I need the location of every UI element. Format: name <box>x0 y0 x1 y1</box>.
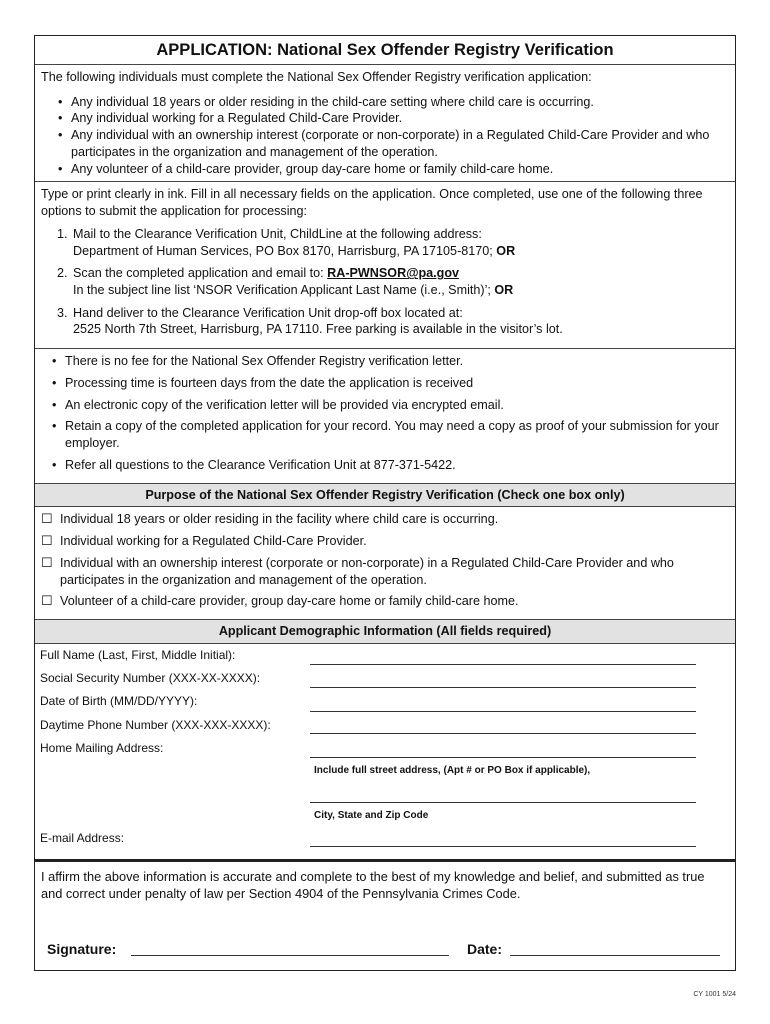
purpose-option-volunteer <box>41 593 729 610</box>
list-item: • An electronic copy of the verification letter will be provided via encrypted email. <box>51 397 729 414</box>
list-item: • Refer all questions to the Clearance Verification Unit at 877-371-5422. <box>51 457 729 474</box>
purpose-option-employee <box>41 533 729 550</box>
option-hand-deliver-text: Hand deliver to the Clearance Verification Unit drop-off box located at: <box>73 305 463 320</box>
street-address-field[interactable] <box>310 757 696 758</box>
checkbox-label: Individual working for a Regulated Child-Care Provider. <box>60 534 367 549</box>
intro-section <box>35 65 735 182</box>
phone-label: Daytime Phone Number (XXX-XXX-XXXX): <box>40 717 271 732</box>
page-title: APPLICATION: National Sex Offender Registry Verification <box>35 36 735 65</box>
affirmation-text: I affirm the above information is accurate and complete to the best of my knowledge and belief, and submitted as true and correct under penalty of law per Section 4904 of the Pennsylvania Crimes Code. <box>41 868 705 901</box>
full-name-label: Full Name (Last, First, Middle Initial): <box>40 647 236 662</box>
option-email <box>57 265 729 298</box>
application-form <box>34 35 736 971</box>
address-hint: Include full street address, (Apt # or PO Box if applicable), <box>314 764 591 776</box>
full-name-field[interactable] <box>310 664 696 665</box>
option-number: 2. <box>57 266 68 281</box>
signature-field[interactable] <box>131 955 449 956</box>
option-hand-deliver <box>57 305 729 338</box>
drop-off-address: 2525 North 7th Street, Harrisburg, PA 17110. Free parking is available in the visitor’s lot. <box>73 322 563 337</box>
option-email-text: Scan the completed application and email to: <box>73 266 328 281</box>
notes-section <box>35 349 735 483</box>
checkbox-label: Individual with an ownership interest (corporate or non-corporate) in a Regulated Child-Care Provider and who participates in the organization and management of the operation. <box>60 555 674 587</box>
list-item: • Retain a copy of the completed application for your record. You may need a copy as proof of your submission for your employer. <box>51 418 729 451</box>
notes-list <box>51 353 729 473</box>
signature-row <box>35 910 735 970</box>
option-mail <box>57 226 729 259</box>
checkbox[interactable]: ☐ <box>41 554 53 570</box>
checkbox[interactable]: ☐ <box>41 511 53 527</box>
or-label: OR <box>496 243 516 258</box>
city-hint: City, State and Zip Code <box>314 809 429 821</box>
date-field[interactable] <box>510 955 720 956</box>
purpose-heading: Purpose of the National Sex Offender Registry Verification (Check one box only) <box>35 484 735 508</box>
option-number: 1. <box>57 226 68 241</box>
list-item: • There is no fee for the National Sex Offender Registry verification letter. <box>51 353 729 370</box>
purpose-option-owner <box>41 555 729 588</box>
list-item: • Any individual working for a Regulated Child-Care Provider. <box>57 110 729 127</box>
demographic-heading: Applicant Demographic Information (All fields required) <box>35 620 735 644</box>
submission-section <box>35 182 735 349</box>
email-label: E-mail Address: <box>40 830 125 845</box>
subject-line-instruction: In the subject line list ‘NSOR Verification Applicant Last Name (i.e., Smith)’; <box>73 283 495 298</box>
submission-lead: Type or print clearly in ink. Fill in all necessary fields on the application. Once completed, use one of the following three options to submit the application for processing: <box>41 187 703 219</box>
or-label: OR <box>494 283 514 298</box>
list-item: • Any individual 18 years or older residing in the child-care setting where child care is occurring. <box>57 94 729 111</box>
city-state-zip-field[interactable] <box>310 802 696 803</box>
intro-lead: The following individuals must complete the National Sex Offender Registry verification application: <box>41 69 592 84</box>
mail-address: Department of Human Services, PO Box 8170, Harrisburg, PA 17105-8170; <box>73 243 497 258</box>
checkbox[interactable]: ☐ <box>41 533 53 549</box>
purpose-section <box>35 507 735 620</box>
option-number: 3. <box>57 305 68 320</box>
email-link[interactable]: RA-PWNSOR@pa.gov <box>327 266 460 281</box>
option-mail-text: Mail to the Clearance Verification Unit, ChildLine at the following address: <box>73 226 482 241</box>
ssn-field[interactable] <box>310 687 696 688</box>
demographic-section <box>35 644 735 862</box>
checkbox-label: Volunteer of a child-care provider, group day-care home or family child-care home. <box>60 594 519 609</box>
list-item: • Any volunteer of a child-care provider, group day-care home or family child-care home. <box>57 161 729 178</box>
checkbox[interactable]: ☐ <box>41 593 53 609</box>
list-item: • Any individual with an ownership interest (corporate or non-corporate) in a Regulated Child-Care Provider and who participates in the organization and management of the operation. <box>57 127 729 160</box>
eligibility-list <box>57 94 729 178</box>
submission-options <box>57 226 729 338</box>
signature-label: Signature: <box>47 940 117 957</box>
dob-label: Date of Birth (MM/DD/YYYY): <box>40 693 198 708</box>
phone-field[interactable] <box>310 733 696 734</box>
form-id: CY 1001 5/24 <box>693 991 736 998</box>
checkbox-label: Individual 18 years or older residing in the facility where child care is occurring. <box>60 512 499 527</box>
purpose-option-resident <box>41 511 729 528</box>
ssn-label: Social Security Number (XXX-XX-XXXX): <box>40 670 261 685</box>
dob-field[interactable] <box>310 711 696 712</box>
list-item: • Processing time is fourteen days from the date the application is received <box>51 375 729 392</box>
date-label: Date: <box>467 940 503 957</box>
address-label: Home Mailing Address: <box>40 740 164 755</box>
email-field[interactable] <box>310 846 696 847</box>
